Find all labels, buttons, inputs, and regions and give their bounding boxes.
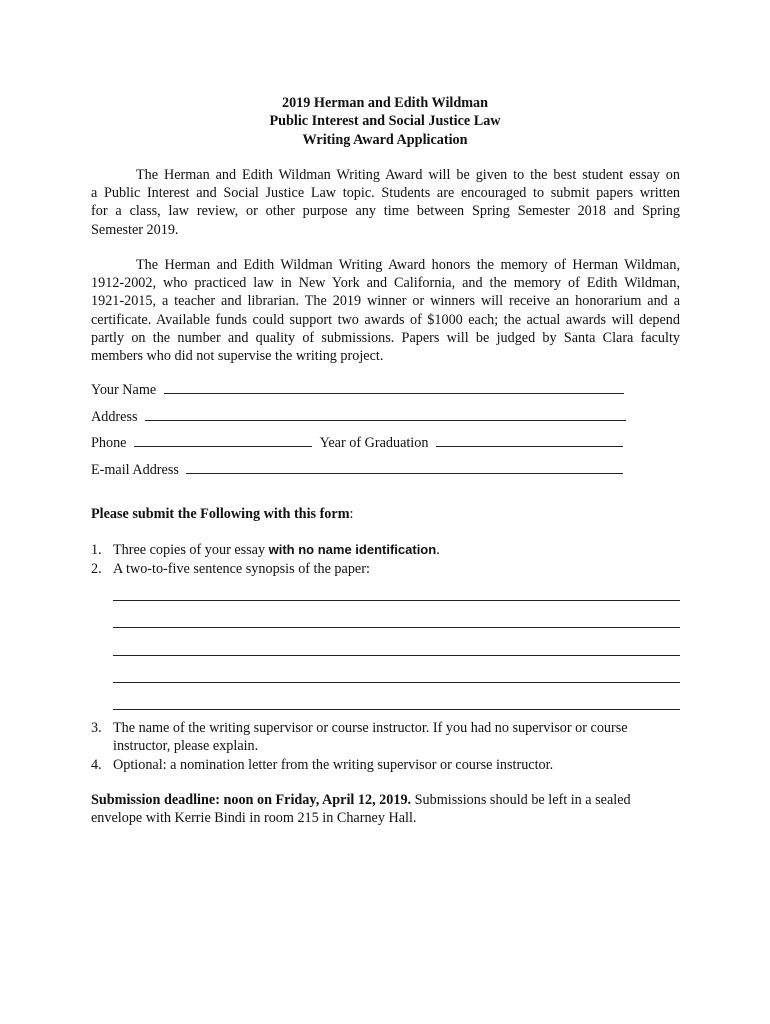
graduation-year-field[interactable] [436,433,623,447]
intro-paragraph-1 [91,166,680,239]
name-field-row [91,380,624,399]
list-emphasis: with no name identification [268,542,437,557]
submission-requirements-heading [91,505,353,523]
list-period: . [436,542,440,558]
email-field[interactable] [186,460,623,474]
synopsis-line-1[interactable] [113,600,680,601]
text-line: members who did not supervise the writing project. [91,348,384,365]
heading-text: Please submit the Following with this form [91,506,350,522]
list-text: Optional: a nomination letter from the writing supervisor or course instructor. [113,757,554,773]
synopsis-line-5[interactable] [113,709,680,710]
title-line-1: 2019 Herman and Edith Wildman [281,95,489,111]
name-field[interactable] [164,380,624,394]
synopsis-line-2[interactable] [113,627,680,628]
text-line: The Herman and Edith Wildman Writing Award will be given to the best student essay on [136,167,680,183]
email-field-row [91,460,623,479]
list-item-2 [91,560,691,578]
list-number: 3. [91,720,102,736]
text-line: 1921-2015, a teacher and librarian. The 2019 winner or winners will receive an honorarium and a [91,293,680,310]
submission-deadline [91,791,691,828]
text-line: partly on the number and quality of submissions. Papers will be judged by Santa Clara faculty [91,329,680,346]
graduation-year-label: Year of Graduation [319,435,429,451]
list-number: 4. [91,757,102,773]
title-line-3: Writing Award Application [302,131,468,148]
address-field-row [91,407,626,426]
list-text: Three copies of your essay [113,542,269,558]
title-line-2: Public Interest and Social Justice Law [269,113,501,130]
deadline-instructions: Submissions should be left in a sealed [411,792,631,808]
text-line: certificate. Available funds could support two awards of $1000 each; the actual awards will depend [91,311,680,328]
heading-colon: : [349,506,354,522]
synopsis-line-4[interactable] [113,682,680,683]
synopsis-line-3[interactable] [113,655,680,656]
list-number: 2. [91,561,102,577]
name-label: Your Name [91,382,157,398]
email-label: E-mail Address [91,462,179,478]
text-line: Semester 2019. [91,221,179,238]
text-line: The Herman and Edith Wildman Writing Award honors the memory of Herman Wildman, [136,257,680,273]
phone-label: Phone [91,435,127,451]
text-line: for a class, law review, or other purpose any time between Spring Semester 2018 and Spring [91,203,680,220]
list-item-1 [91,541,691,559]
list-text: The name of the writing supervisor or course instructor. If you had no supervisor or course [113,720,628,736]
text-line: 1912-2002, who practiced law in New York and California, and the memory of Edith Wildman, [91,275,680,292]
address-field[interactable] [145,407,626,421]
document-title [0,94,770,149]
phone-field[interactable] [134,433,312,447]
phone-field-row [91,433,623,452]
list-text-continued: instructor, please explain. [113,738,259,754]
list-number: 1. [91,542,102,558]
deadline-location: envelope with Kerrie Bindi in room 215 in Charney Hall. [91,810,417,827]
text-line: a Public Interest and Social Justice Law topic. Students are encouraged to submit papers written [91,185,680,202]
address-label: Address [91,409,138,425]
list-item-3 [91,719,691,755]
list-text: A two-to-five sentence synopsis of the paper: [113,561,370,577]
list-item-4 [91,756,691,774]
intro-paragraph-2 [91,256,680,365]
deadline-date: Submission deadline: noon on Friday, April 12, 2019. [91,792,412,808]
